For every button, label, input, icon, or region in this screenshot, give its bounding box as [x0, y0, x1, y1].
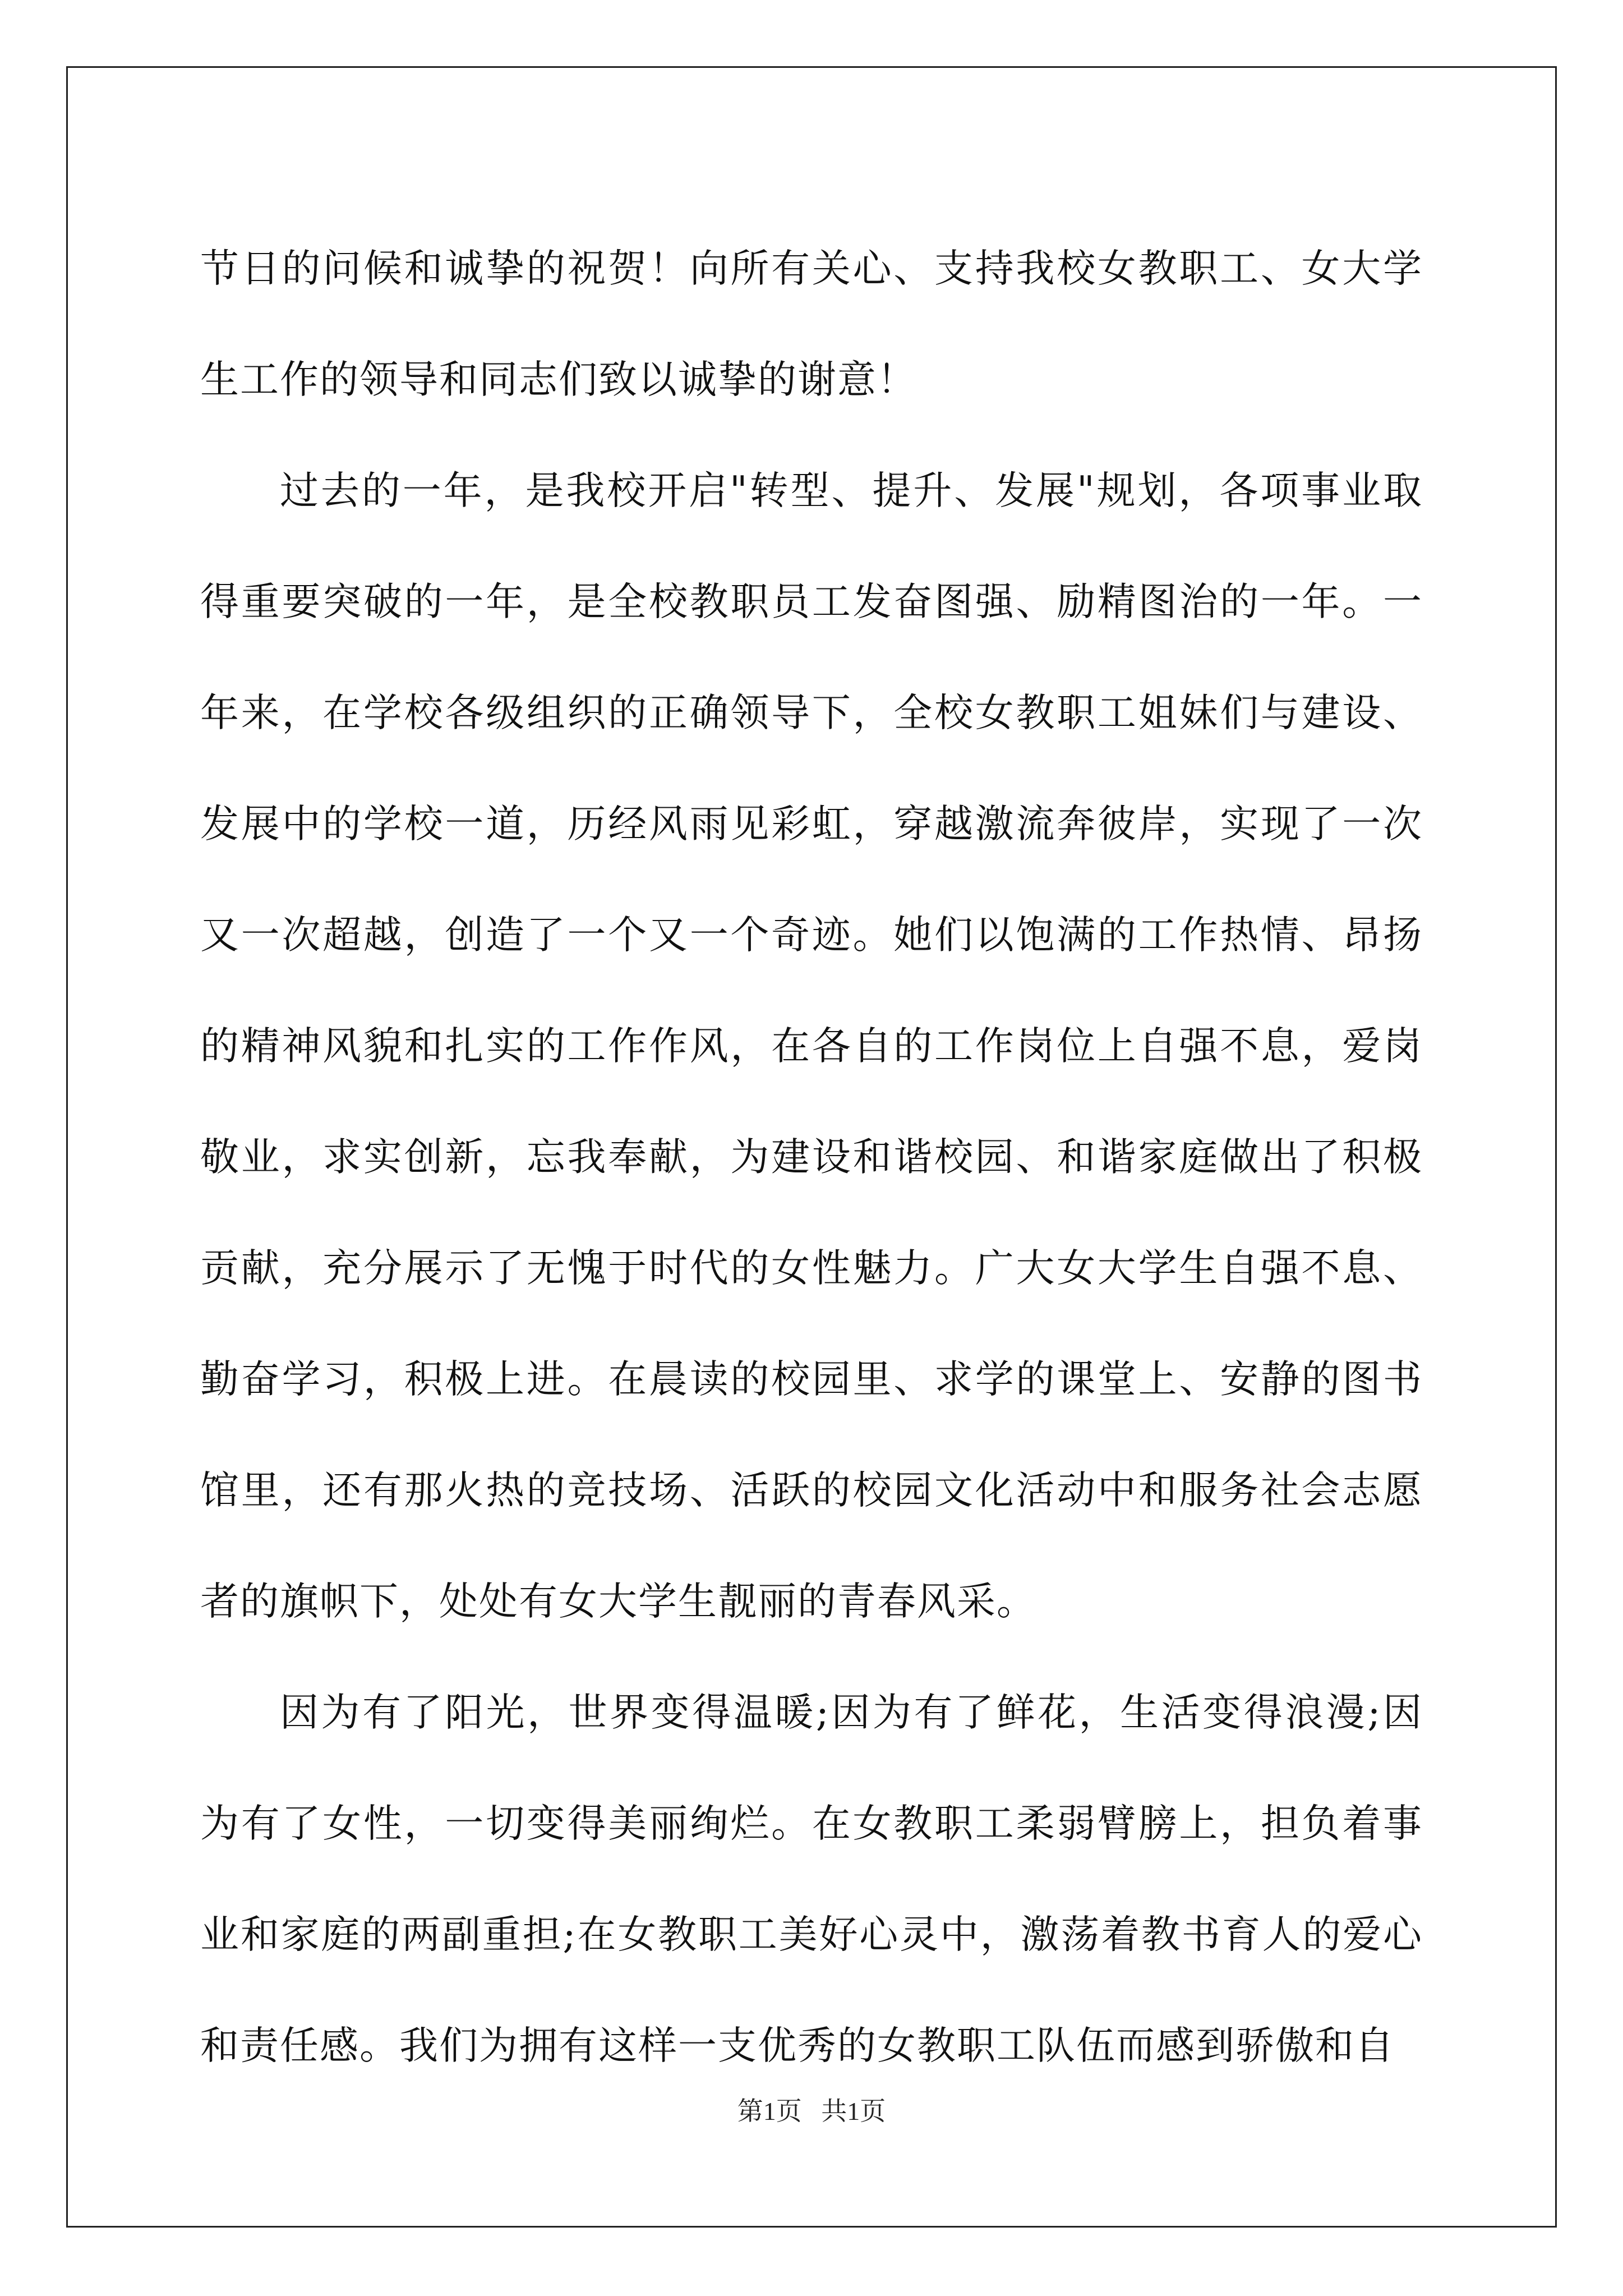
paragraph-3: 因为有了阳光，世界变得温暖;因为有了鲜花，生活变得浪漫;因为有了女性，一切变得美丽绚烂。在女教职工柔弱臂膀上，担负着事业和家庭的两副重担;在女教职工美好心灵中，激荡着教书育人的爱心和责任感。我们为拥有这样一支优秀的女教职工队伍而感到骄傲和自 [200, 1690, 1423, 2068]
document-body [200, 213, 1423, 2101]
page-number-footer: 第1页 共1页 [737, 2097, 886, 2125]
paragraph-2: 过去的一年，是我校开启"转型、提升、发展"规划，各项事业取得重要突破的一年，是全校教职员工发奋图强、励精图治的一年。一年来，在学校各级组织的正确领导下，全校女教职工姐妹们与建设、发展中的学校一道，历经风雨见彩虹，穿越激流奔彼岸，实现了一次又一次超越，创造了一个又一个奇迹。她们以饱满的工作热情、昂扬的精神风貌和扎实的工作作风，在各自的工作岗位上自强不息，爱岗敬业，求实创新，忘我奉献，为建设和谐校园、和谐家庭做出了积极贡献，充分展示了无愧于时代的女性魅力。广大女大学生自强不息、勤奋学习，积极上进。在晨读的校园里、求学的课堂上、安静的图书馆里，还有那火热的竞技场、活跃的校园文化活动中和服务社会志愿者的旗帜下，处处有女大学生靓丽的青春风采。 [200, 468, 1423, 1624]
paragraph-1: 节日的问候和诚挚的祝贺！向所有关心、支持我校女教职工、女大学生工作的领导和同志们致以诚挚的谢意！ [200, 246, 1423, 402]
